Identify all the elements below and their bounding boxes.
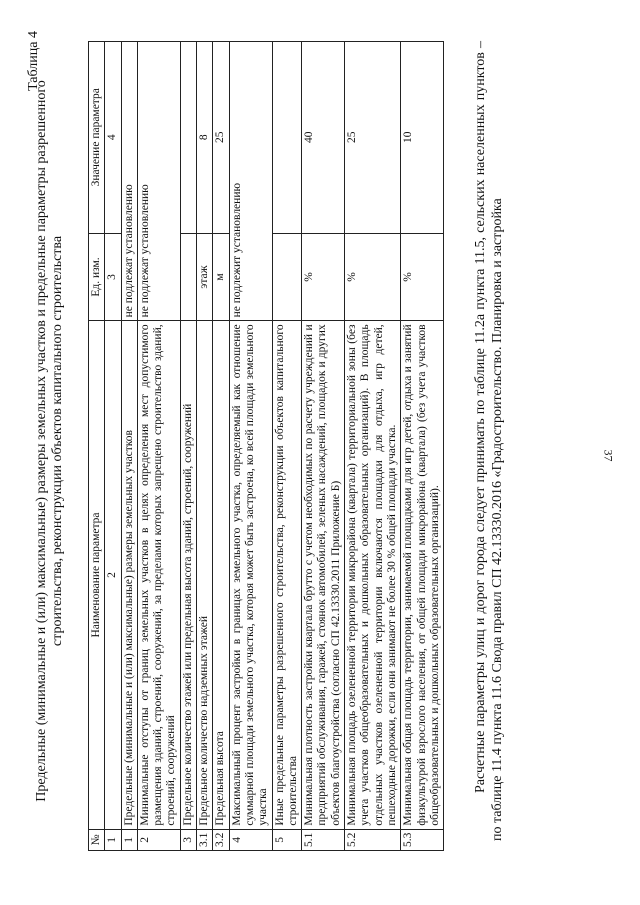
index-cell: 3 bbox=[105, 233, 121, 321]
row-value bbox=[272, 42, 302, 234]
table-row bbox=[197, 42, 213, 851]
row-value: 8 bbox=[197, 42, 213, 234]
row-parameter-name: Минимальные отступы от границ земельных участков в целях определения мест допустимого размещения зданий, строений, сооружений, за пределами которых запрещено строительство зданий, строений, сооружений bbox=[137, 321, 180, 829]
body-paragraph: Расчетные параметры улиц и дорог города следует принимать по таблице 11.2а пункта 11.5, сельских населенных пунктов – по таблице 11.4 пункта 11.6 Свода правил СП 42.13330.2016 «Градостроительство. Планировка и застройка bbox=[473, 41, 505, 841]
row-value: не подлежит установлению bbox=[229, 42, 272, 321]
row-number: 3.2 bbox=[213, 829, 229, 850]
table-row bbox=[213, 42, 229, 851]
row-unit: % bbox=[401, 233, 444, 321]
table-row bbox=[229, 42, 272, 851]
row-unit: % bbox=[302, 233, 345, 321]
index-cell: 1 bbox=[105, 829, 121, 850]
row-unit: м bbox=[213, 233, 229, 321]
table-row bbox=[272, 42, 302, 851]
table-header-row bbox=[89, 42, 105, 851]
row-parameter-name: Минимальная общая площадь территории, занимаемой площадками для игр детей, отдыха и занятий физкультурой взрослого населения, от общей площади микрорайона (квартала) (без учета участков общеобразовательных и дошкольных образовательных организаций). bbox=[401, 321, 444, 829]
index-cell: 2 bbox=[105, 321, 121, 829]
table-title: Предельные (минимальные и (или) максимальные) размеры земельных участков и предельные параметры разрешенного строительства, реконструкции объектов капитального строительства bbox=[34, 80, 65, 802]
row-value: 10 bbox=[401, 42, 444, 234]
table-body bbox=[121, 42, 444, 851]
row-parameter-name: Предельное количество надземных этажей bbox=[197, 321, 213, 829]
row-value: 25 bbox=[213, 42, 229, 234]
row-unit: этаж bbox=[197, 233, 213, 321]
row-value: не подлежат установлению bbox=[137, 42, 180, 321]
row-parameter-name: Предельная высота bbox=[213, 321, 229, 829]
table-row bbox=[180, 42, 196, 851]
row-value: 40 bbox=[302, 42, 345, 234]
row-unit bbox=[180, 233, 196, 321]
row-parameter-name: Минимальная плотность застройки квартала брутто с учетом необходимых по расчету учреждений и предприятий обслуживания, гаражей, стоянок автомобилей, зеленых насаждений, площадок и других объектов благоустройства (согласно СП 42.13330.2011 Приложение Б) bbox=[302, 321, 345, 829]
row-parameter-name: Предельное количество этажей или предельная высота зданий, строений, сооружений bbox=[180, 321, 196, 829]
row-parameter-name: Минимальная площадь озелененной территории микрорайона (квартала) территориальной зоны (без учета участков общеобразовательных и дошкольных образовательных организаций). В площадь отдельных участков озелененной территории включаются площадки для отдыха, игр детей, пешеходные дорожки, если они занимают не более 30 % общей площади участка. bbox=[345, 321, 401, 829]
row-number: 1 bbox=[121, 829, 137, 850]
row-value: не подлежат установлению bbox=[121, 42, 137, 321]
row-number: 5 bbox=[272, 829, 302, 850]
header-unit: Ед. изм. bbox=[89, 233, 105, 321]
row-parameter-name: Иные предельные параметры разрешенного строительства, реконструкции объектов капитального строительства bbox=[272, 321, 302, 829]
row-parameter-name: Максимальный процент застройки в границах земельного участка, определяемый как отношение суммарной площади земельного участка, которая может быть застроена, ко всей площади земельного участка bbox=[229, 321, 272, 829]
page-number: 37 bbox=[601, 449, 616, 462]
header-number: № bbox=[89, 829, 105, 850]
parameters-table bbox=[88, 41, 444, 851]
header-parameter-name: Наименование параметра bbox=[89, 321, 105, 829]
table-row bbox=[302, 42, 345, 851]
row-number: 5.1 bbox=[302, 829, 345, 850]
row-number: 4 bbox=[229, 829, 272, 850]
table-row bbox=[137, 42, 180, 851]
rotated-page-content bbox=[18, 25, 558, 885]
row-number: 5.2 bbox=[345, 829, 401, 850]
row-number: 3.1 bbox=[197, 829, 213, 850]
row-number: 2 bbox=[137, 829, 180, 850]
table-row bbox=[401, 42, 444, 851]
row-value bbox=[180, 42, 196, 234]
table-caption: Таблица 4 bbox=[26, 31, 41, 91]
table-index-row bbox=[105, 42, 121, 851]
table-row bbox=[121, 42, 137, 851]
row-unit: % bbox=[345, 233, 401, 321]
row-value: 25 bbox=[345, 42, 401, 234]
table-row bbox=[345, 42, 401, 851]
row-parameter-name: Предельные (минимальные и (или) максимальные) размеры земельных участков bbox=[121, 321, 137, 829]
header-value: Значение параметра bbox=[89, 42, 105, 234]
row-number: 5.3 bbox=[401, 829, 444, 850]
row-number: 3 bbox=[180, 829, 196, 850]
row-unit bbox=[272, 233, 302, 321]
index-cell: 4 bbox=[105, 42, 121, 234]
